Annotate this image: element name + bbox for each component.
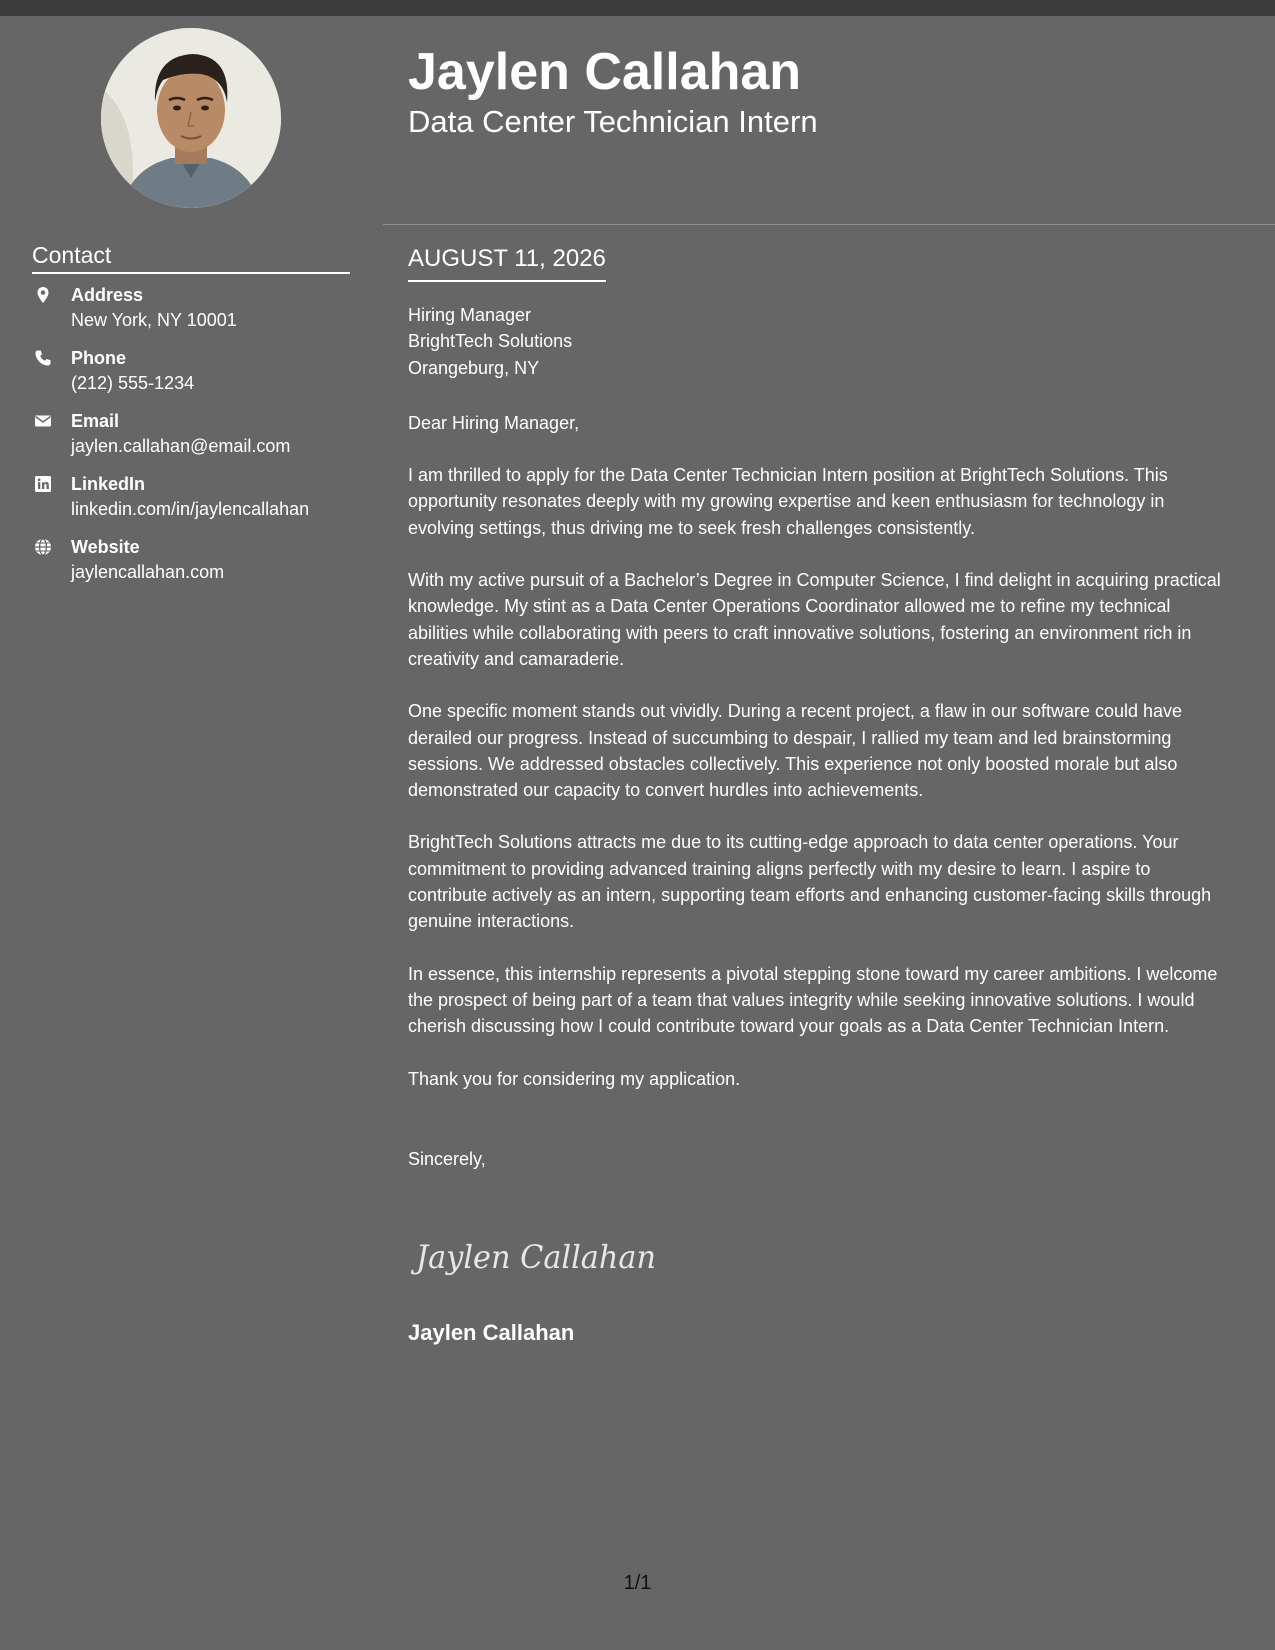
profile-photo bbox=[101, 28, 281, 208]
contact-label: Email bbox=[71, 411, 120, 431]
paragraph: One specific moment stands out vividly. During a recent project, a flaw in our software could have derailed our progress. Instead of succumbing to despair, I rallied my team and led brainstorming sessions. We addressed obstacles collectively. This experience not only boosted morale but also demonstrated our capacity to convert hurdles into achievements. bbox=[408, 701, 1183, 801]
contact-item-website bbox=[32, 536, 362, 599]
applicant-name: Jaylen Callahan bbox=[408, 43, 802, 101]
phone-value: (212) 555-1234 bbox=[71, 373, 195, 393]
letter-body bbox=[408, 302, 1228, 1172]
address-value: New York, NY 10001 bbox=[71, 310, 237, 330]
header-divider bbox=[383, 224, 1275, 225]
contact-item-address bbox=[32, 284, 362, 347]
recipient-line: BrightTech Solutions bbox=[408, 331, 573, 352]
recipient-line: Hiring Manager bbox=[408, 305, 532, 325]
page-number: 1/1 bbox=[623, 1572, 652, 1594]
signer-name: Jaylen Callahan bbox=[408, 1320, 575, 1345]
recipient-block bbox=[408, 302, 1228, 381]
website-value[interactable]: jaylencallahan.com bbox=[71, 562, 225, 582]
closing: Sincerely, bbox=[408, 1148, 486, 1169]
job-title: Data Center Technician Intern bbox=[408, 104, 818, 139]
phone-icon bbox=[34, 349, 52, 367]
contact-item-linkedin bbox=[32, 473, 362, 536]
recipient-line: Orangeburg, NY bbox=[408, 357, 540, 378]
email-value[interactable]: jaylen.callahan@email.com bbox=[71, 436, 291, 456]
envelope-icon bbox=[34, 412, 52, 430]
contact-label: Phone bbox=[71, 348, 127, 368]
contact-item-phone bbox=[32, 347, 362, 410]
paragraph: With my active pursuit of a Bachelor’s Degree in Computer Science, I find delight in acquiring practical knowledge. My stint as a Data Center Operations Coordinator allowed me to refine my technical abilities while collaborating with peers to craft innovative solutions, fostering an environment rich in creativity and camaraderie. bbox=[408, 570, 1221, 669]
paragraph: I am thrilled to apply for the Data Center Technician Intern position at BrightTech Solutions. This opportunity resonates deeply with my growing expertise and keen enthusiasm for technology in evolving settings, thus driving me to seek fresh challenges consistently. bbox=[408, 465, 1168, 538]
contact-heading: Contact bbox=[32, 240, 350, 274]
contact-item-email bbox=[32, 410, 362, 473]
linkedin-value[interactable]: linkedin.com/in/jaylencallahan bbox=[71, 499, 310, 519]
contact-label: LinkedIn bbox=[71, 474, 146, 494]
svg-text:Jaylen Callahan: Jaylen Callahan bbox=[410, 1238, 656, 1276]
contact-list bbox=[32, 284, 362, 599]
salutation: Dear Hiring Manager, bbox=[408, 412, 580, 433]
map-pin-icon bbox=[34, 286, 52, 304]
contact-label: Website bbox=[71, 537, 140, 557]
contact-label: Address bbox=[71, 285, 144, 305]
globe-icon bbox=[34, 538, 52, 556]
paragraph: Thank you for considering my application. bbox=[408, 1068, 741, 1089]
paragraph: BrightTech Solutions attracts me due to its cutting-edge approach to data center operations. Your commitment to providing advanced training aligns perfectly with my desire to learn. I aspire to contribute actively as an intern, supporting team efforts and enhancing customer-facing skills through genuine interactions. bbox=[408, 832, 1212, 932]
handwritten-signature bbox=[410, 1232, 670, 1280]
letter-date: AUGUST 11, 2026 bbox=[408, 244, 606, 282]
paragraph: In essence, this internship represents a pivotal stepping stone toward my career ambitions. I welcome the prospect of being part of a team that values integrity while seeking innovative solutions. I would cherish discussing how I could contribute toward your goals as a Data Center Technician Intern. bbox=[408, 963, 1218, 1037]
linkedin-icon bbox=[34, 475, 52, 493]
top-bar bbox=[0, 0, 1275, 16]
